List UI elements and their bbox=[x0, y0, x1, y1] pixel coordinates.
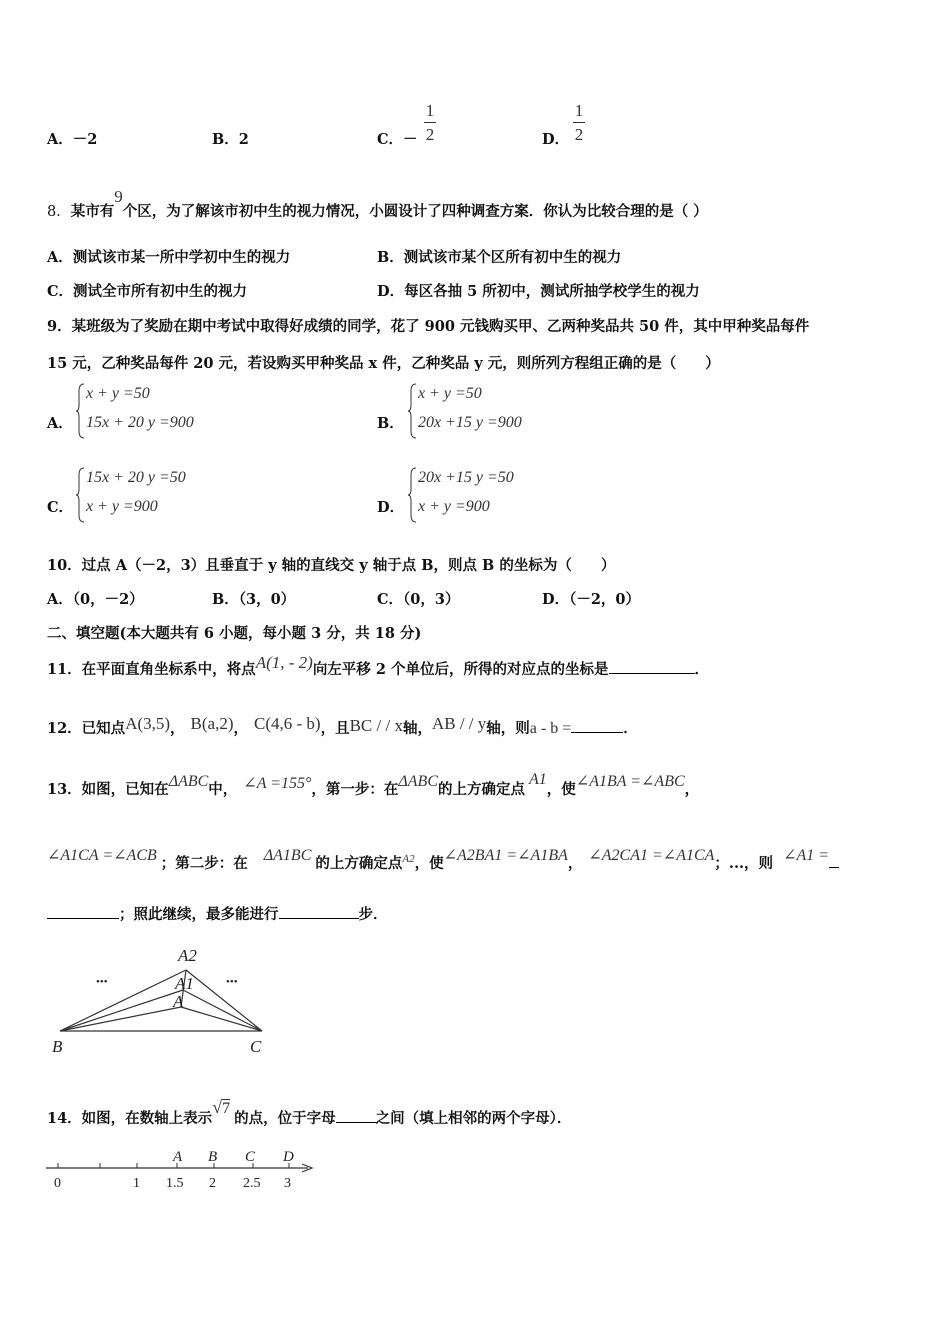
q13-line3: ；照此继续，最多能进行 步． bbox=[47, 903, 388, 924]
q9-stem-line1: 9．某班级为了奖励在期中考试中取得好成绩的同学，花了 900 元钱购买甲、乙两种奖品共 50 件，其中甲种奖品每件 bbox=[47, 318, 810, 335]
dots-right: ••• bbox=[226, 976, 238, 988]
q13-line2: ∠A1CA =∠ACB ；第二步：在 ΔA1BC 的上方确定点$^{A2}$，使∠A2BA1 =∠A1BA， ∠A2CA1 =∠A1CA；...，则 ∠A1 = bbox=[47, 852, 839, 873]
dots-left: ••• bbox=[96, 976, 108, 988]
axis-number-2-5: 2.5 bbox=[243, 1176, 261, 1191]
segment-a2c bbox=[186, 970, 262, 1031]
label-c: C bbox=[250, 1037, 262, 1056]
q9-option-c-label[interactable]: C． bbox=[47, 499, 74, 516]
q9-system-b: x + y =50 20x +15 y =900 bbox=[408, 383, 588, 441]
q8-option-b[interactable]: B．测试该市某个区所有初中生的视力 bbox=[377, 249, 622, 266]
q7-option-a[interactable]: A．－2 bbox=[47, 131, 98, 148]
question-11: 11．在平面直角坐标系中，将点A(1, - 2)向左平移 2 个单位后，所得的对应点的坐标是 ． bbox=[47, 653, 709, 678]
label-a2: A2 bbox=[178, 946, 197, 965]
q9-option-d-label[interactable]: D． bbox=[377, 499, 405, 516]
q10-option-b[interactable]: B．（3，0） bbox=[212, 591, 296, 608]
axis-number-0: 0 bbox=[54, 1176, 61, 1191]
brace-icon bbox=[76, 467, 86, 523]
q13-line1: 13．如图，已知在ΔABC中， ∠A =155°，第一步：在ΔABC的上方确定点A1，使∠A1BA =∠ABC， bbox=[47, 771, 700, 798]
label-a: A bbox=[173, 992, 184, 1011]
sqrt-expression: √7 bbox=[212, 1097, 231, 1117]
q10-option-c[interactable]: C．（0，3） bbox=[377, 591, 460, 608]
answer-blank-start[interactable] bbox=[829, 867, 839, 868]
question-14: 14．如图，在数轴上表示√7的点，位于字母 之间（填上相邻的两个字母）． bbox=[47, 1097, 572, 1127]
q8-option-c[interactable]: C．测试全市所有初中生的视力 bbox=[47, 283, 248, 300]
answer-blank[interactable] bbox=[336, 1122, 376, 1123]
triangle-figure bbox=[44, 940, 274, 1058]
q9-system-d: 20x +15 y =50 x + y =900 bbox=[408, 467, 588, 525]
label-a1: A1 bbox=[175, 974, 194, 993]
q7-fraction-d: 1 2 bbox=[574, 101, 584, 144]
answer-blank[interactable] bbox=[609, 673, 695, 674]
number-line bbox=[40, 1145, 320, 1195]
q9-option-b-label[interactable]: B． bbox=[377, 415, 404, 432]
brace-icon bbox=[408, 467, 418, 523]
brace-icon bbox=[408, 383, 418, 439]
brace-icon bbox=[76, 383, 86, 439]
answer-blank-steps[interactable] bbox=[279, 918, 359, 919]
axis-number-1-5: 1.5 bbox=[166, 1176, 184, 1191]
q10-option-a[interactable]: A．（0，－2） bbox=[47, 591, 144, 608]
question-12: 12．已知点A(3,5)， B(a,2)， C(4,6 - b)，且BC / / x轴，AB / / y轴，则a - b = ． bbox=[47, 714, 638, 737]
q9-system-a: x + y =50 15x + 20 y =900 bbox=[76, 383, 256, 441]
answer-blank-angle[interactable] bbox=[47, 918, 119, 919]
segment-ba2 bbox=[60, 970, 186, 1031]
q9-system-c: 15x + 20 y =50 x + y =900 bbox=[76, 467, 256, 525]
axis-number-3: 3 bbox=[284, 1176, 291, 1191]
axis-letter-a: A bbox=[173, 1149, 183, 1165]
axis-number-2: 2 bbox=[209, 1176, 216, 1191]
q8-option-d[interactable]: D．每区各抽 5 所初中，测试所抽学校学生的视力 bbox=[377, 283, 700, 300]
q10-stem: 10．过点 A（－2，3）且垂直于 y 轴的直线交 y 轴于点 B，则点 B 的坐标为（ ） bbox=[47, 557, 616, 574]
q8-stem: 8．某市有9个区，为了解该市初中生的视力情况，小圆设计了四种调查方案．你认为比较合理的是（ ） bbox=[47, 187, 708, 220]
q7-fraction-c: 1 2 bbox=[425, 101, 435, 144]
axis-letter-c: C bbox=[245, 1149, 256, 1165]
q7-option-d[interactable]: D． bbox=[542, 131, 570, 148]
q10-option-d[interactable]: D．（－2，0） bbox=[542, 591, 641, 608]
q8-option-a[interactable]: A．测试该市某一所中学初中生的视力 bbox=[47, 249, 291, 266]
q7-option-c[interactable]: C．－ bbox=[377, 131, 418, 148]
axis-letter-b: B bbox=[208, 1149, 218, 1165]
q9-option-a-label[interactable]: A． bbox=[47, 415, 73, 432]
axis-number-1: 1 bbox=[133, 1176, 140, 1191]
section-heading-fill-in: 二、填空题(本大题共有 6 小题，每小题 3 分，共 18 分) bbox=[47, 625, 422, 642]
label-b: B bbox=[52, 1037, 63, 1056]
q9-stem-line2: 15 元，乙种奖品每件 20 元，若设购买甲种奖品 x 件，乙种奖品 y 元，则所列方程组正确的是（ ） bbox=[47, 355, 720, 372]
q7-option-b[interactable]: B．2 bbox=[212, 131, 249, 148]
answer-blank[interactable] bbox=[571, 732, 623, 733]
axis-letter-d: D bbox=[283, 1149, 294, 1165]
